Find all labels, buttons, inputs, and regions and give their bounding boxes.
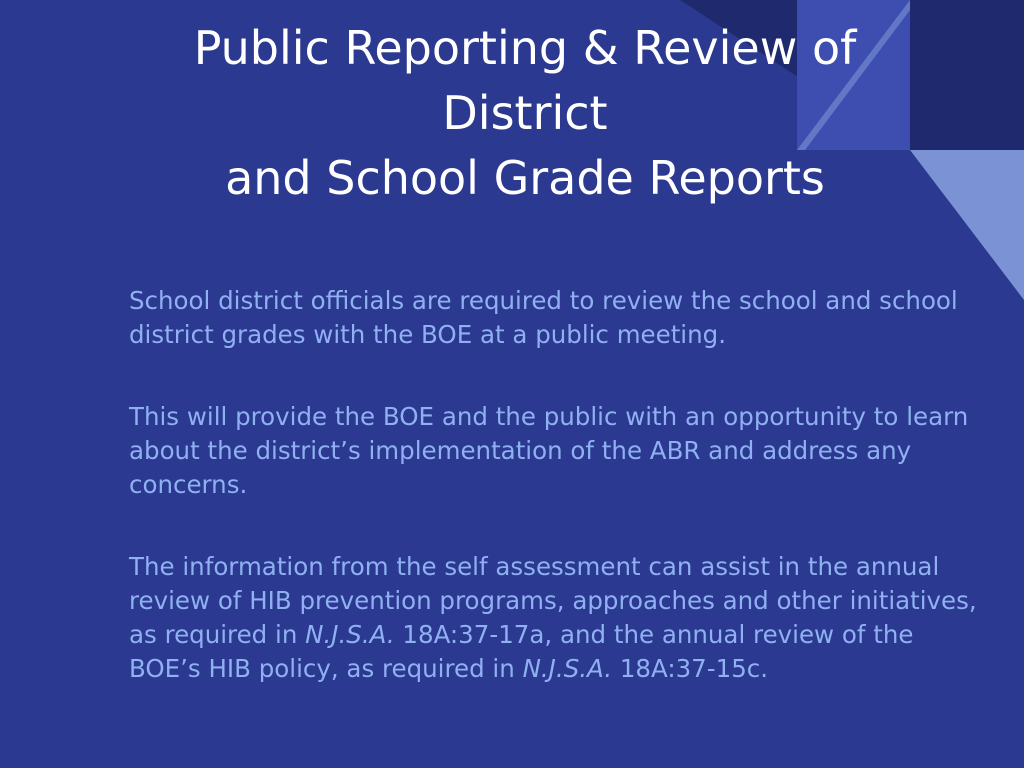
slide-body — [129, 284, 989, 686]
title-line-2: District — [442, 86, 608, 140]
paragraph-3-part-2: 18A:37-17a, and the annual review of the BOE’s HIB policy, as required in — [129, 620, 914, 683]
paragraph-3 — [129, 550, 989, 686]
paragraph-2: This will provide the BOE and the public with an opportunity to learn about the district’s implementation of the ABR and address any concerns. — [129, 402, 969, 499]
title-line-3: and School Grade Reports — [225, 151, 825, 205]
paragraph-3-part-1: The information from the self assessment can assist in the annual review of HIB prevention programs, approaches and other initiatives, as required in — [129, 552, 977, 649]
paragraph-1: School district officials are required to review the school and school district grades with the BOE at a public meeting. — [129, 286, 958, 349]
title-line-1: Public Reporting & Review of — [193, 21, 857, 75]
statute-citation-2: N.J.S.A. — [522, 654, 613, 683]
statute-citation-1: N.J.S.A. — [305, 620, 395, 649]
paragraph-3-part-3: 18A:37-15c. — [612, 654, 769, 683]
slide-title — [60, 16, 990, 211]
